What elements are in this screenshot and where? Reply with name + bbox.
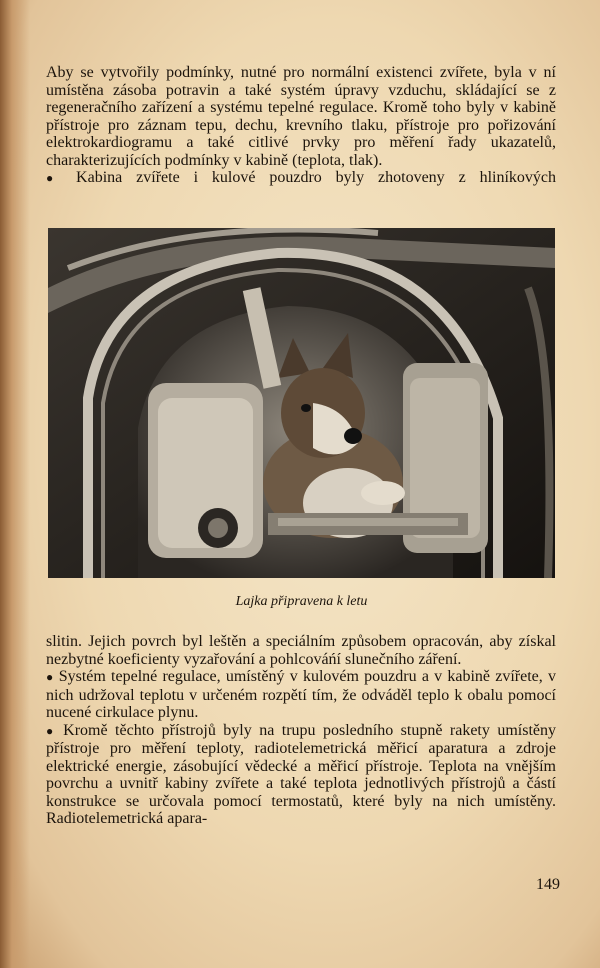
paragraph-5: ● Kromě těchto přístrojů byly na trupu posledního stupně rakety umístěny přístroje pro měření teploty, radiotelemetrická měřicí aparatura a zdroje elektrické energie, zásobující vědecké a měřicí přístroje. Teplota na vnějším povrchu a uvnitř kabiny zvířete a také teplota jednotlivých přístrojů a částí konstrukce se určovala pomocí termostatů, které byly na nich umístěny. Radiotelemetrická apara- [46,722,556,828]
paragraph-2: ● Kabina zvířete i kulové pouzdro byly zhotoveny z hliníkových [46,169,556,188]
page-number: 149 [536,876,560,893]
bottom-text-block [46,633,556,828]
paragraph-3: slitin. Jejich povrch byl leštěn a speciálním způsobem opracován, aby získal nezbytné koeficienty vyzařování a pohlcováńí slunečního záření. [46,633,556,668]
top-text-block [46,64,556,188]
paragraph-1: Aby se vytvořily podmínky, nutné pro normální existenci zvířete, byla v ní umístěna zásoba potravin a také systém úpravy vzduchu, skládající se z regeneračního zařízení a systému tepelné regulace. Kromě toho byly v kabině přístroje pro záznam tepu, dechu, krevního tlaku, přístroje pro pořizování elektrokardiogramu a také citlivé prvky pro měření řady ukazatelů, charakterizujících podmínky v kabině (teplota, tlak). [46,64,556,169]
binding-shadow [0,0,30,968]
dog-in-capsule-photo-icon [48,228,555,578]
laika-photo [48,228,555,578]
photo-caption: Lajka připravena k letu [235,594,368,609]
paragraph-4: ● Systém tepelné regulace, umístěný v kulovém pouzdru a v kabině zvířete, v nich udržoval teplotu v určeném rozpětí tím, že odváděl teplo k obalu pomocí nucené cirkulace plynu. [46,668,556,722]
